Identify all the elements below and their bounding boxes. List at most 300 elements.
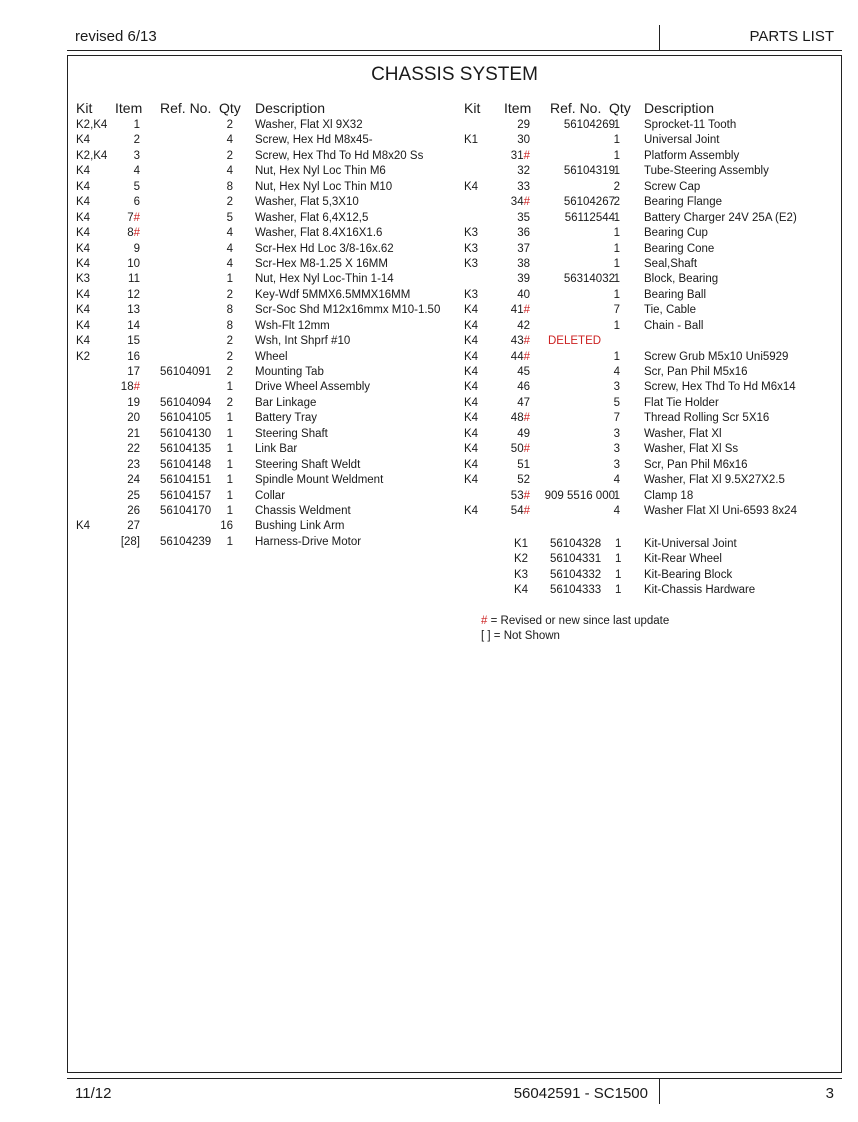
item-number: 21: [127, 427, 140, 440]
item-number: 32: [517, 165, 530, 178]
item-number: 20: [127, 412, 140, 425]
item-cell: [500, 288, 530, 303]
qty-cell: 5: [226, 211, 233, 224]
item-number: 46: [517, 381, 530, 394]
kit-ref: 56104331: [550, 553, 602, 566]
description-cell: Screw Grub M5x10 Uni5929: [644, 350, 789, 363]
col-desc-header: Description: [644, 100, 715, 116]
item-cell: [112, 257, 140, 272]
col-kit-header: Kit: [464, 100, 481, 116]
kit-cell: K4: [464, 319, 479, 332]
item-number: 37: [517, 242, 530, 255]
item-number: 13: [127, 304, 140, 317]
revision-mark: #: [523, 149, 530, 162]
item-number: 11: [128, 273, 140, 286]
item-cell: [112, 118, 140, 133]
description-cell: Mounting Tab: [255, 366, 324, 378]
kit-ref: 56104332: [550, 568, 602, 581]
ref-cell: 56104094: [160, 396, 212, 409]
kit-cell: K1: [464, 134, 479, 147]
revision-mark: #: [523, 335, 530, 348]
item-number: 50: [510, 443, 524, 456]
qty-cell: 1: [226, 412, 233, 425]
qty-cell: 2: [613, 196, 620, 209]
kit-code: K1: [514, 538, 529, 550]
kit-code: K3: [514, 568, 529, 581]
item-number: 7: [127, 211, 134, 224]
item-number: 27: [127, 520, 140, 533]
ref-cell: 56104239: [160, 535, 212, 548]
kit-cell: K4: [464, 366, 479, 378]
description-cell: Universal Joint: [644, 134, 720, 147]
qty-cell: 1: [613, 149, 620, 162]
description-cell: Bearing Cone: [644, 242, 715, 255]
kit-qty: 1: [615, 553, 622, 566]
item-cell: [500, 365, 530, 380]
qty-cell: 2: [226, 396, 233, 409]
qty-cell: 1: [613, 257, 620, 270]
qty-cell: 1: [226, 443, 233, 456]
item-cell: [500, 164, 530, 179]
kit-cell: K4: [464, 458, 479, 471]
header-rule: [67, 50, 842, 51]
item-number: 30: [517, 134, 530, 147]
description-cell: Key-Wdf 5MMX6.5MMX16MM: [255, 288, 411, 301]
header-separator: [659, 25, 660, 50]
description-cell: Bushing Link Arm: [255, 520, 345, 533]
revision-mark: #: [523, 443, 530, 456]
kit-cell: K4: [76, 288, 91, 301]
description-cell: Thread Rolling Scr 5X16: [644, 412, 770, 425]
kit-cell: K2,K4: [76, 119, 108, 131]
description-cell: Chain - Ball: [644, 319, 704, 332]
kit-cell: K4: [464, 381, 479, 394]
item-number: 19: [127, 396, 140, 409]
col-desc-header: Description: [255, 100, 326, 116]
col-qty-header: Qty: [219, 100, 241, 116]
item-cell: [112, 519, 140, 534]
qty-cell: 8: [226, 304, 233, 317]
qty-cell: 1: [226, 427, 233, 440]
kit-cell: K4: [76, 227, 91, 240]
col-ref-header: Ref. No.: [550, 100, 602, 116]
kit-code: K2: [514, 553, 529, 566]
ref-cell: 56104135: [160, 443, 212, 456]
kit-cell: K4: [464, 443, 479, 456]
kit-cell: K4: [76, 165, 91, 178]
kit-ref: 56104328: [550, 538, 602, 550]
item-number: 8: [127, 227, 134, 240]
description-cell: Screw, Hex Hd M8x45-: [255, 134, 373, 147]
item-cell: [500, 257, 530, 272]
description-cell: Tie, Cable: [644, 304, 696, 317]
document-number: 56042591 - SC1500: [513, 1085, 648, 1102]
qty-cell: 2: [613, 180, 620, 193]
qty-cell: 1: [613, 242, 620, 255]
item-number: 49: [517, 427, 530, 440]
item-number: 23: [127, 458, 140, 471]
page-number: 3: [825, 1085, 834, 1102]
description-cell: Battery Charger 24V 25A (E2): [644, 211, 797, 224]
qty-cell: 4: [226, 134, 233, 147]
item-cell: [112, 303, 140, 318]
description-cell: Scr-Soc Shd M12x16mmx M10-1.50: [255, 304, 441, 317]
item-number: 47: [517, 396, 530, 409]
kit-cell: K4: [76, 319, 91, 332]
description-cell: Washer, Flat Xl Ss: [644, 443, 739, 456]
description-cell: Scr, Pan Phil M5x16: [644, 366, 748, 378]
qty-cell: 2: [226, 335, 233, 348]
kit-cell: K4: [464, 180, 479, 193]
item-number: 38: [517, 257, 530, 270]
deleted-label: DELETED: [548, 335, 602, 348]
qty-cell: 2: [226, 119, 233, 131]
item-number: 3: [133, 149, 140, 162]
item-number: 22: [127, 443, 140, 456]
description-cell: Washer, Flat Xl 9X32: [255, 119, 363, 131]
qty-cell: 1: [613, 489, 620, 502]
item-number: 6: [133, 196, 140, 209]
item-cell: [500, 334, 530, 349]
kit-qty: 1: [615, 584, 622, 597]
ref-cell: 56104091: [160, 366, 212, 378]
kit-cell: K4: [76, 134, 91, 147]
col-item-header: Item: [115, 100, 143, 116]
qty-cell: 2: [226, 366, 233, 378]
item-number: [28]: [120, 535, 140, 548]
kit-description: Kit-Chassis Hardware: [644, 584, 756, 597]
item-cell: [112, 195, 140, 210]
item-number: 36: [517, 227, 530, 240]
item-cell: [112, 411, 140, 426]
item-cell: [112, 365, 140, 380]
description-cell: Spindle Mount Weldment: [255, 474, 384, 487]
ref-cell: 909 5516 000: [544, 489, 615, 502]
qty-cell: 4: [613, 474, 620, 487]
qty-cell: 1: [613, 134, 620, 147]
kit-cell: K3: [464, 227, 479, 240]
qty-cell: 1: [226, 535, 233, 548]
item-cell: [112, 334, 140, 349]
qty-cell: 1: [613, 273, 620, 286]
item-cell: [500, 458, 530, 473]
kit-description: Kit-Bearing Block: [644, 568, 733, 581]
footer-separator: [659, 1079, 660, 1104]
item-cell: [500, 149, 530, 164]
kit-cell: K4: [76, 335, 91, 348]
item-cell: [500, 319, 530, 334]
description-cell: Nut, Hex Nyl Loc-Thin 1-14: [255, 273, 394, 286]
item-cell: [112, 396, 140, 411]
qty-cell: 1: [613, 119, 620, 131]
revision-mark: #: [523, 412, 530, 425]
kit-cell: K4: [464, 350, 479, 363]
qty-cell: 1: [226, 474, 233, 487]
qty-cell: 5: [613, 396, 620, 409]
footer-date: 11/12: [75, 1085, 112, 1102]
item-number: 9: [133, 242, 140, 255]
description-cell: Washer, Flat Xl 9.5X27X2.5: [644, 474, 785, 487]
section-title: PARTS LIST: [749, 28, 834, 45]
item-number: 31: [510, 149, 524, 162]
description-cell: Wheel: [255, 350, 288, 363]
item-cell: [112, 242, 140, 257]
qty-cell: 4: [226, 227, 233, 240]
qty-cell: 2: [226, 350, 233, 363]
revision-mark: #: [523, 196, 530, 209]
item-number: 44: [510, 350, 524, 363]
revision-mark: #: [133, 381, 140, 394]
kit-description: Kit-Universal Joint: [644, 538, 737, 550]
item-number: 52: [517, 474, 530, 487]
qty-cell: 1: [226, 381, 233, 394]
description-cell: Washer Flat Xl Uni-6593 8x24: [644, 504, 797, 517]
item-cell: [112, 504, 140, 519]
col-ref-header: Ref. No.: [160, 100, 212, 116]
item-cell: [500, 350, 530, 365]
description-cell: Nut, Hex Nyl Loc Thin M10: [255, 180, 393, 193]
item-number: 14: [127, 319, 140, 332]
col-item-header: Item: [504, 100, 532, 116]
qty-cell: 3: [613, 458, 620, 471]
item-number: 5: [133, 180, 140, 193]
item-cell: [112, 149, 140, 164]
item-number: 40: [517, 288, 530, 301]
kit-cell: K3: [76, 273, 91, 286]
item-cell: [500, 180, 530, 195]
item-cell: [112, 427, 140, 442]
qty-cell: 2: [226, 196, 233, 209]
item-cell: [500, 380, 530, 395]
qty-cell: 4: [613, 366, 620, 378]
revision-mark: #: [523, 304, 530, 317]
qty-cell: 3: [613, 381, 620, 394]
description-cell: Chassis Weldment: [255, 504, 351, 517]
revision-mark: #: [481, 615, 488, 627]
qty-cell: 7: [613, 412, 620, 425]
description-cell: Steering Shaft: [255, 427, 328, 440]
item-number: 29: [517, 119, 530, 131]
description-cell: Steering Shaft Weldt: [255, 458, 361, 471]
kit-cell: K4: [76, 304, 91, 317]
item-number: 24: [127, 474, 140, 487]
ref-cell: 56104267: [563, 196, 615, 209]
item-cell: [112, 226, 140, 241]
qty-cell: 1: [226, 504, 233, 517]
description-cell: Battery Tray: [255, 412, 317, 425]
kit-cell: K4: [464, 412, 479, 425]
ref-cell: 56104130: [160, 427, 212, 440]
description-cell: Screw, Hex Thd To Hd M8x20 Ss: [255, 149, 424, 162]
description-cell: Seal,Shaft: [644, 257, 698, 270]
item-cell: [500, 504, 530, 519]
ref-cell: 56104105: [160, 412, 212, 425]
item-number: 42: [517, 319, 530, 332]
ref-cell: 56104269: [563, 119, 615, 131]
qty-cell: 4: [226, 242, 233, 255]
legend-not-shown: [ ] = Not Shown: [481, 630, 560, 643]
qty-cell: 2: [226, 149, 233, 162]
page-frame: [67, 55, 842, 1073]
revision-mark: #: [133, 227, 140, 240]
kit-cell: K4: [464, 474, 479, 487]
revision-mark: #: [523, 504, 530, 517]
description-cell: Link Bar: [255, 443, 298, 456]
kit-cell: K4: [464, 396, 479, 409]
ref-cell: 56112544: [564, 211, 615, 224]
qty-cell: 1: [613, 165, 620, 178]
ref-cell: 56314032: [563, 273, 615, 286]
description-cell: Harness-Drive Motor: [255, 535, 362, 548]
kit-cell: K4: [464, 504, 479, 517]
qty-cell: 16: [220, 520, 233, 533]
ref-cell: 56104319: [563, 165, 615, 178]
kit-description: Kit-Rear Wheel: [644, 553, 722, 566]
item-cell: [112, 350, 140, 365]
kit-cell: K2: [76, 350, 91, 363]
item-cell: [500, 195, 530, 210]
qty-cell: 2: [226, 288, 233, 301]
qty-cell: 1: [226, 458, 233, 471]
kit-cell: K4: [464, 304, 479, 317]
description-cell: Tube-Steering Assembly: [644, 165, 769, 178]
kit-cell: K4: [464, 427, 479, 440]
item-cell: [112, 272, 140, 287]
qty-cell: 8: [226, 319, 233, 332]
qty-cell: 4: [613, 504, 620, 517]
description-cell: Bearing Flange: [644, 196, 722, 209]
ref-cell: 56104151: [160, 474, 212, 487]
item-number: 2: [133, 134, 140, 147]
item-number: 1: [133, 119, 140, 131]
item-number: 45: [517, 366, 530, 378]
item-number: 16: [127, 350, 140, 363]
item-number: 33: [517, 180, 530, 193]
qty-cell: 1: [226, 489, 233, 502]
qty-cell: 1: [613, 211, 620, 224]
kit-cell: K4: [76, 196, 91, 209]
item-cell: [112, 211, 140, 226]
kit-ref: 56104333: [550, 584, 602, 597]
item-cell: [500, 242, 530, 257]
qty-cell: 1: [613, 288, 620, 301]
description-cell: Screw Cap: [644, 180, 701, 193]
item-cell: [500, 211, 530, 226]
qty-cell: 3: [613, 443, 620, 456]
description-cell: Clamp 18: [644, 489, 694, 502]
description-cell: Collar: [255, 489, 286, 502]
item-number: 12: [127, 288, 140, 301]
kit-qty: 1: [615, 538, 622, 550]
qty-cell: 8: [226, 180, 233, 193]
description-cell: Washer, Flat 6,4X12,5: [255, 211, 369, 224]
qty-cell: 1: [613, 319, 620, 332]
item-cell: [500, 272, 530, 287]
description-cell: Platform Assembly: [644, 149, 740, 162]
kit-cell: K4: [76, 242, 91, 255]
item-number: 54: [510, 504, 524, 517]
item-number: 25: [127, 489, 140, 502]
kit-code: K4: [514, 584, 529, 597]
item-cell: [500, 118, 530, 133]
item-number: 17: [127, 366, 140, 378]
item-cell: [500, 226, 530, 241]
kit-cell: K4: [76, 211, 91, 224]
revision-mark: #: [523, 489, 530, 502]
item-cell: [500, 396, 530, 411]
description-cell: Block, Bearing: [644, 273, 719, 286]
item-number: 41: [510, 304, 524, 317]
item-cell: [500, 411, 530, 426]
description-cell: Scr, Pan Phil M6x16: [644, 458, 748, 471]
ref-cell: 56104148: [160, 458, 212, 471]
description-cell: Washer, Flat Xl: [644, 427, 722, 440]
revision-mark: #: [523, 350, 530, 363]
qty-cell: 3: [613, 427, 620, 440]
qty-cell: 4: [226, 257, 233, 270]
qty-cell: 1: [226, 273, 233, 286]
item-number: 34: [510, 196, 524, 209]
item-cell: [112, 164, 140, 179]
item-number: 43: [510, 335, 524, 348]
item-number: 26: [127, 504, 140, 517]
item-number: 39: [517, 273, 530, 286]
item-number: 4: [133, 165, 140, 178]
item-cell: [500, 473, 530, 488]
item-number: 35: [517, 211, 530, 224]
description-cell: Bearing Cup: [644, 227, 708, 240]
item-number: 18: [120, 381, 134, 394]
qty-cell: 4: [226, 165, 233, 178]
item-cell: [500, 133, 530, 148]
page-title: CHASSIS SYSTEM: [371, 64, 538, 85]
kit-cell: K4: [464, 335, 479, 348]
description-cell: Bearing Ball: [644, 288, 707, 301]
legend-revised-text: = Revised or new since last update: [487, 615, 670, 627]
item-cell: [112, 535, 140, 550]
description-cell: Flat Tie Holder: [644, 396, 719, 409]
description-cell: Bar Linkage: [255, 396, 317, 409]
kit-cell: K4: [76, 257, 91, 270]
revision-mark: #: [133, 211, 140, 224]
item-cell: [112, 380, 140, 395]
description-cell: Scr-Hex M8-1.25 X 16MM: [255, 257, 388, 270]
ref-cell: 56104170: [160, 504, 212, 517]
item-cell: [500, 303, 530, 318]
kit-qty: 1: [615, 568, 622, 581]
item-number: 48: [510, 412, 524, 425]
col-qty-header: Qty: [609, 100, 631, 116]
item-cell: [500, 489, 530, 504]
col-kit-header: Kit: [76, 100, 93, 116]
description-cell: Sprocket-11 Tooth: [644, 119, 737, 131]
legend-revised: [481, 614, 669, 629]
item-cell: [500, 442, 530, 457]
item-cell: [112, 442, 140, 457]
description-cell: Drive Wheel Assembly: [255, 381, 371, 394]
kit-cell: K4: [76, 520, 91, 533]
footer-rule: [67, 1078, 842, 1079]
kit-cell: K3: [464, 257, 479, 270]
item-cell: [500, 427, 530, 442]
kit-cell: K3: [464, 242, 479, 255]
item-cell: [112, 458, 140, 473]
qty-cell: 1: [613, 350, 620, 363]
item-cell: [112, 288, 140, 303]
kit-cell: K4: [76, 180, 91, 193]
description-cell: Wsh-Flt 12mm: [255, 319, 330, 332]
item-number: 53: [510, 489, 524, 502]
